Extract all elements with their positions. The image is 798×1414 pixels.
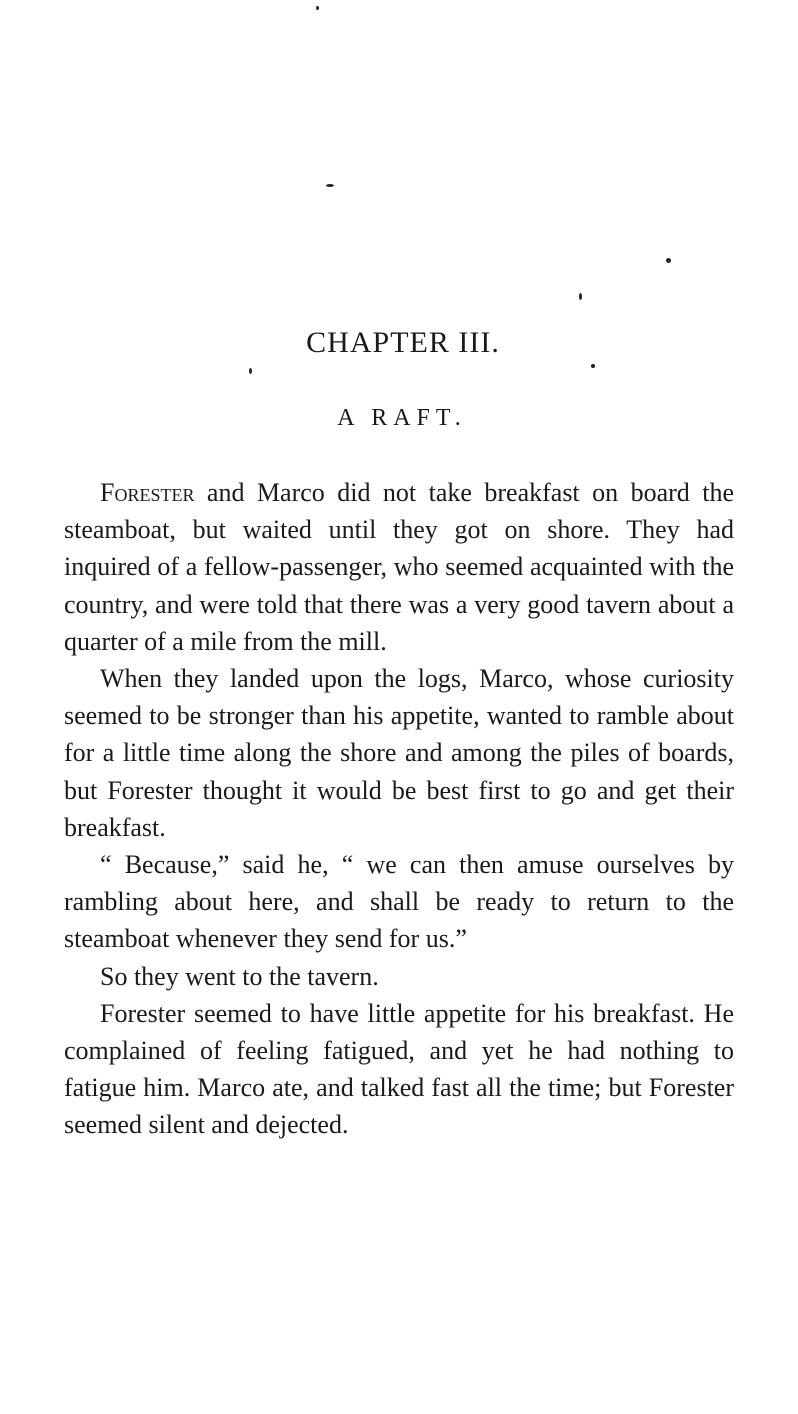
paragraph: When they landed upon the logs, Marco, whose curiosity seemed to be stronger than his appetite, wanted to ramble about for a little time along the shore and among the piles of boards, but Forester thought it would be best first to go and get their breakfast. bbox=[64, 664, 734, 842]
chapter-title: CHAPTER III. bbox=[306, 326, 500, 359]
chapter-subtitle: A RAFT. bbox=[337, 405, 467, 431]
paragraph: So they went to the tavern. bbox=[100, 961, 379, 991]
paragraph: “ Because,” said he, “ we can then amuse ourselves by rambling about here, and shall be ready to return to the steamboat whenever they send for us.” bbox=[64, 850, 734, 954]
chapter-body bbox=[64, 474, 734, 1144]
scan-speck bbox=[591, 364, 595, 368]
scan-speck bbox=[666, 258, 671, 263]
paragraph bbox=[64, 474, 734, 660]
paragraph-text: and Marco did not take breakfast on board the steamboat, but waited until they got on shore. They had inquired of a fellow-passenger, who seemed acquainted with the country, and were told that there was a very good tavern about a quarter of a mile from the mill. bbox=[64, 478, 734, 656]
scan-speck bbox=[326, 184, 334, 187]
paragraph: Forester seemed to have little appetite for his breakfast. He complained of feeling fatigued, and yet he had nothing to fatigue him. Marco ate, and talked fast all the time; but Forester seemed silent and dejected. bbox=[64, 998, 734, 1140]
paragraph-lead-word: Forester bbox=[100, 478, 195, 507]
scan-speck bbox=[579, 293, 582, 300]
scan-speck bbox=[249, 368, 252, 374]
scan-speck bbox=[316, 6, 319, 10]
